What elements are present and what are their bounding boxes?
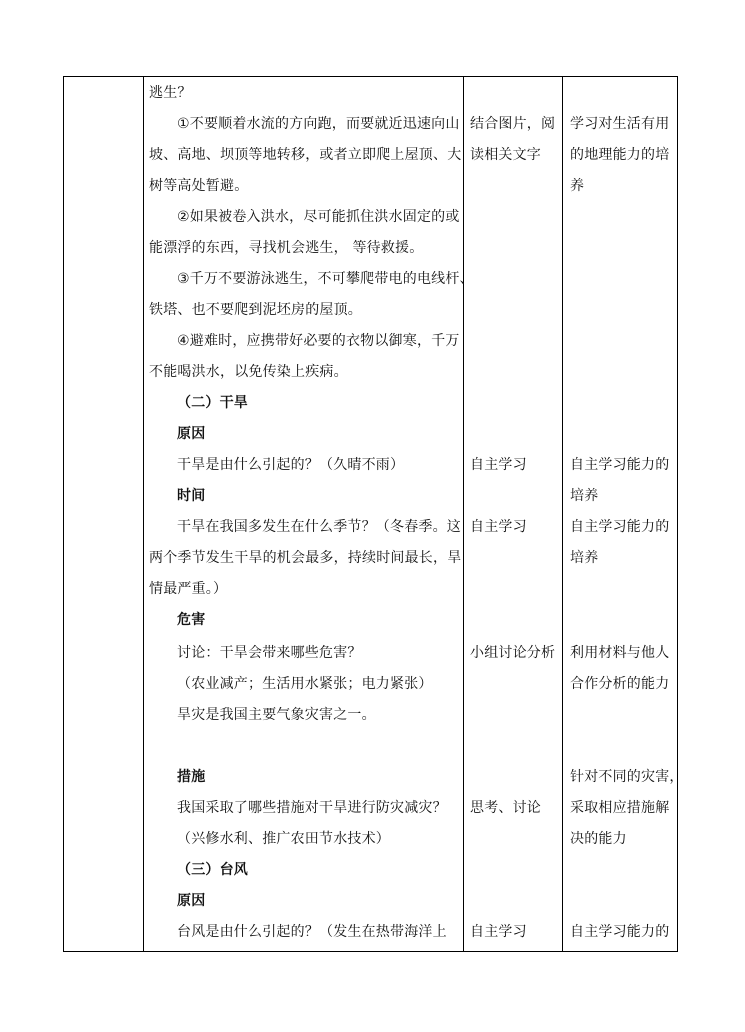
intent-row1-line-3: 养	[570, 178, 585, 194]
drought-cause-text: 干旱是由什么引起的？（久晴不雨）	[177, 457, 405, 473]
column-divider-3	[562, 76, 563, 952]
activity-row4: 小组讨论分析	[470, 645, 556, 661]
flood-tip-1-line-1: ①不要顺着水流的方向跑，而要就近迅速向山	[177, 116, 460, 132]
drought-harm-note: 旱灾是我国主要气象灾害之一。	[177, 707, 376, 723]
drought-time-label: 时间	[177, 488, 206, 504]
typhoon-cause-label: 原因	[177, 893, 206, 909]
flood-tip-4-line-1: ④避难时，应携带好必要的衣物以御寒，千万	[177, 333, 460, 349]
intent-row4-line-2: 合作分析的能力	[570, 676, 670, 692]
drought-time-line-1: 干旱在我国多发生在什么季节？（冬春季。这	[177, 519, 461, 535]
drought-harm-discuss: 讨论：干旱会带来哪些危害？	[177, 645, 362, 661]
activity-row1-line-2: 读相关文字	[470, 147, 541, 163]
intent-row5-line-2: 采取相应措施解	[570, 800, 670, 816]
intent-row3-line-2: 培养	[570, 550, 599, 566]
drought-cause-label: 原因	[177, 426, 206, 442]
intent-row1-line-2: 的地理能力的培	[570, 147, 670, 163]
drought-measures-label: 措施	[177, 769, 206, 785]
flood-tip-2-line-2: 能漂浮的东西，寻找机会逃生， 等待救援。	[149, 240, 424, 256]
activity-row6: 自主学习	[470, 924, 527, 940]
intent-row3-line-1: 自主学习能力的	[570, 519, 670, 535]
activity-row3: 自主学习	[470, 519, 527, 535]
flood-tip-1-line-2: 坡、高地、坝顶等地转移，或者立即爬上屋顶、大	[149, 147, 462, 163]
drought-harm-label: 危害	[177, 612, 206, 628]
intent-row2-line-1: 自主学习能力的	[570, 457, 670, 473]
drought-measures-question: 我国采取了哪些措施对干旱进行防灾减灾？	[177, 800, 447, 816]
flood-tip-2-line-1: ②如果被卷入洪水，尽可能抓住洪水固定的或	[177, 209, 460, 225]
intent-row2-line-2: 培养	[570, 488, 599, 504]
drought-harm-answer: （农业减产；生活用水紧张；电力紧张）	[177, 676, 433, 692]
drought-measures-answer: （兴修水利、推广农田节水技术）	[177, 831, 390, 847]
column-divider-1	[143, 76, 144, 952]
flood-tip-4-line-2: 不能喝洪水，以免传染上疾病。	[149, 364, 348, 380]
table-bottom-border	[63, 951, 678, 952]
intent-row5-line-3: 决的能力	[570, 831, 627, 847]
typhoon-section-title: （三）台风	[177, 862, 248, 878]
column-divider-2	[463, 76, 464, 952]
table-top-border	[63, 76, 678, 77]
intent-row5-line-1: 针对不同的灾害，	[570, 769, 684, 785]
drought-time-line-2: 两个季节发生干旱的机会最多，持续时间最长，旱	[149, 550, 462, 566]
activity-row1-line-1: 结合图片，阅	[470, 116, 556, 132]
activity-row5: 思考、讨论	[470, 800, 541, 816]
drought-time-line-3: 情最严重。）	[149, 581, 228, 597]
typhoon-cause-text: 台风是由什么引起的？（发生在热带海洋上	[177, 924, 447, 940]
drought-section-title: （二）干旱	[177, 395, 248, 411]
intent-row4-line-1: 利用材料与他人	[570, 645, 670, 661]
flood-tip-1-line-3: 树等高处暂避。	[149, 178, 249, 194]
table-right-border	[677, 76, 678, 952]
flood-tip-3-line-2: 铁塔、也不要爬到泥坯房的屋顶。	[149, 302, 362, 318]
table-left-border	[63, 76, 64, 952]
flood-tip-3-line-1: ③千万不要游泳逃生，不可攀爬带电的电线杆、	[177, 271, 474, 287]
activity-row2: 自主学习	[470, 457, 527, 473]
intent-row1-line-1: 学习对生活有用	[570, 116, 670, 132]
intent-row6: 自主学习能力的	[570, 924, 670, 940]
continued-heading: 逃生？	[149, 85, 192, 101]
